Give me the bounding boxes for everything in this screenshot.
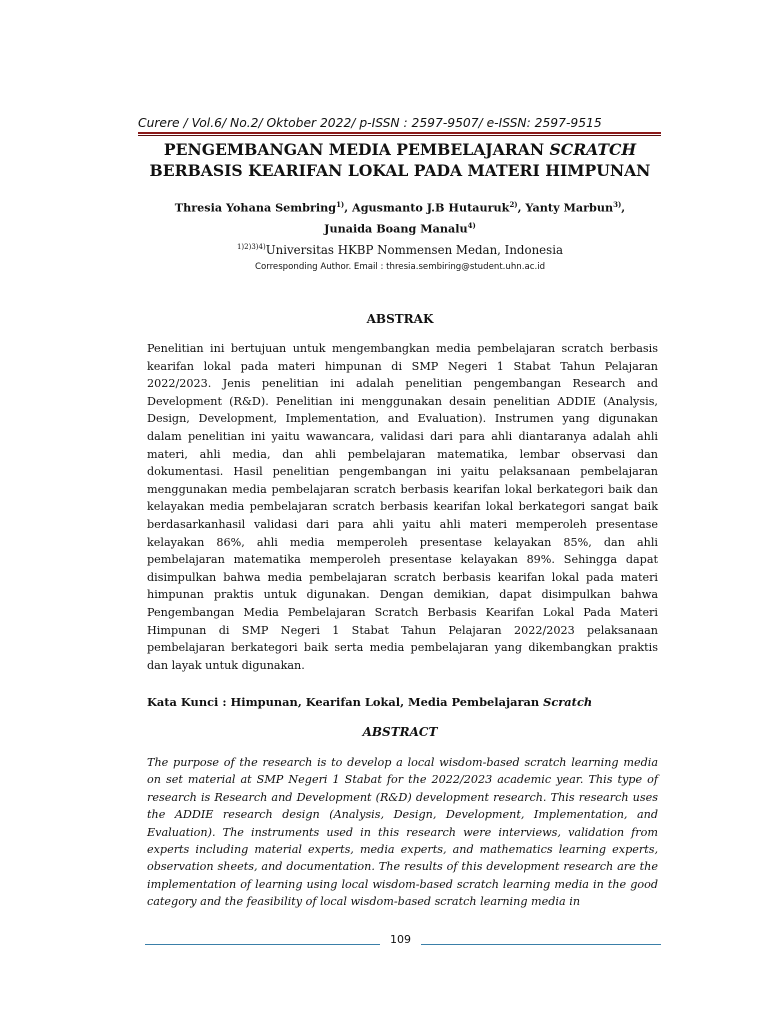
title-part-2: BERBASIS KEARIFAN LOKAL PADA MATERI HIMPUNAN xyxy=(149,161,651,180)
abstrak-heading: ABSTRAK xyxy=(366,312,434,326)
footer-rule-left xyxy=(145,944,380,945)
keywords xyxy=(147,695,658,709)
author-sup: 4) xyxy=(467,220,476,230)
author-sup: 2) xyxy=(509,200,518,209)
author-sup: 3) xyxy=(613,200,622,209)
author-name: Agusmanto J.B Hutauruk xyxy=(352,200,510,215)
corresponding-author: Corresponding Author. Email : thresia.sembiring@student.uhn.ac.id xyxy=(254,262,546,272)
author-list: Thresia Yohana Sembring$^{1)}$, Agusmanto J.B Hutauruk$^{2)}$, Yanty Marbun$^{3)}$, Junaida Boang Manalu$^{4)}$ xyxy=(174,200,626,236)
abstract-body: The purpose of the research is to develop a local wisdom-based scratch learning media on set material at SMP Negeri 1 Stabat for the 2022/2023 academic year. This type of research is Research and Development (R&D) development research. This research uses the ADDIE research design (Analysis, Design, Development, Implementation, and Evaluation). The instruments used in this research were interviews, validation from experts including material experts, media experts, and mathematics learning experts, observation sheets, and documentation. The results of this development research are the implementation of learning using local wisdom-based scratch learning media in the good category and the feasibility of local wisdom-based scratch learning media in xyxy=(147,756,658,909)
title-part-1: PENGEMBANGAN MEDIA PEMBELAJARAN xyxy=(163,140,550,159)
affiliation-text: Universitas HKBP Nommensen Medan, Indonesia xyxy=(265,243,564,257)
author-name: Thresia Yohana Sembring xyxy=(174,200,337,215)
abstrak-body: Penelitian ini bertujuan untuk mengembangkan media pembelajaran scratch berbasis kearifan lokal pada materi himpunan di SMP Negeri 1 Stabat Tahun Pelajaran 2022/2023. Jenis penelitian ini adalah penelitian pengembangan Research and Development (R&D). Penelitian ini menggunakan desain penelitian ADDIE (Analysis, Design, Development, Implementation, and Evaluation). Instrumen yang digunakan dalam penelitian ini yaitu wawancara, validasi dari para ahli diantaranya adalah ahli materi, ahli media, dan ahli pembelajaran matematika, lembar observasi dan dokumentasi. Hasil penelitian pengembangan ini yaitu pelaksanaan pembelajaran menggunakan media pembelajaran scratch berbasis kearifan lokal berkategori baik dan kelayakan media pembelajaran scratch berbasis kearifan lokal berkategori sangat baik berdasarkanhasil validasi dari para ahli yaitu ahli materi memperoleh presentase kelayakan 86%, ahli media memperoleh presentase kelayakan 85%, dan ahli pembelajaran matematika memperoleh presentase kelayakan 89%. Sehingga dapat disimpulkan bahwa media pembelajaran scratch berbasis kearifan lokal pada materi himpunan praktis untuk digunakan. Dengan demikian, dapat disimpulkan bahwa Pengembangan Media Pembelajaran Scratch Berbasis Kearifan Lokal Pada Materi Himpunan di SMP Negeri 1 Stabat Tahun Pelajaran 2022/2023 pelaksanaan pembelajaran berkategori baik serta media pembelajaran yang dikembangkan praktis dan layak untuk digunakan. xyxy=(147,342,658,672)
author-name: Yanty Marbun xyxy=(525,200,614,215)
keywords-italic: Scratch xyxy=(543,695,593,709)
title-italic-word: SCRATCH xyxy=(549,140,637,159)
author-sup: 1) xyxy=(336,200,345,209)
affiliation-sup: 1)2)3)4) xyxy=(236,243,266,252)
header-rule-red xyxy=(138,132,661,134)
header-rule-dark xyxy=(138,135,661,136)
author-name: Junaida Boang Manalu xyxy=(324,221,468,236)
paper-title xyxy=(120,139,680,181)
page-number: 109 xyxy=(390,933,411,946)
abstract-heading: ABSTRACT xyxy=(362,725,438,739)
journal-header: Curere / Vol.6/ No.2/ Oktober 2022/ p-ISSN : 2597-9507/ e-ISSN: 2597-9515 xyxy=(138,116,602,130)
footer-rule-right xyxy=(421,944,661,945)
keywords-text: Kata Kunci : Himpunan, Kearifan Lokal, Media Pembelajaran xyxy=(147,695,544,709)
affiliation xyxy=(120,243,680,257)
